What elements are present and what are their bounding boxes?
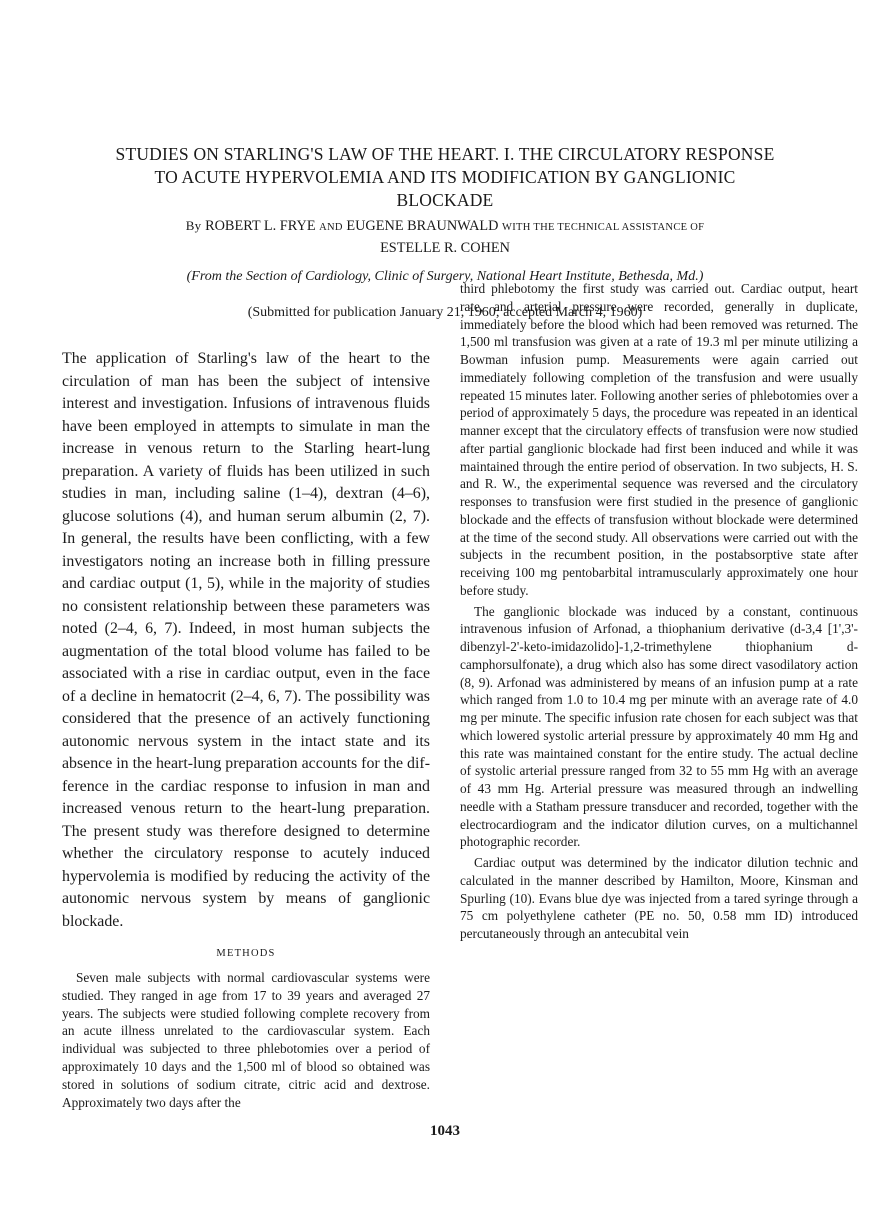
page-number: 1043 [430, 1123, 460, 1140]
left-column [62, 348, 430, 1111]
right-column [460, 280, 858, 1111]
byline-by: By [185, 218, 202, 233]
body-columns [0, 280, 890, 1111]
intro-text: The application of Starling's law of the heart to the circulation of man has been the subject of intensive interest and investigation. Infusions of intravenous fluids have been employed in attempts to simulate in man the increase in venous return to the Starling heart-lung preparation. A variety of fluids has been utilized in such studies in man, including saline (1–4), dextran (4–6), glucose solutions (4), and human serum albumin (2, 7). In general, the results have been conflicting, with a few investigators noting an increase both in filling pressure and cardiac output (1, 5), while in the majority of studies no consistent relationship between these parameters was noted (2–4, 6, 7). Indeed, in most human subjects the augmentation of the total blood volume has failed to be associated with a rise in cardiac output, even in the face of a decline in hematocrit (2–4, 6, 7). The possibility was considered that the presence of an actively functioning autonomic nervous system in the intact state and its absence in the heart-lung preparation accounts for the difference in the cardiac response to infusion in man and increased venous return to the heart-lung preparation. The present study was therefore designed to determine whether the circulatory response to acutely induced hypervolemia is modified by reducing the activity of the autonomic nervous system by means of ganglionic blockade. [62, 350, 430, 930]
author-2: EUGENE BRAUNWALD [346, 218, 499, 234]
byline-and: AND [319, 222, 343, 233]
methods-column-left [62, 969, 430, 1111]
submission-dates: (Submitted for publication January 21, 1960; accepted March 4, 1960) [247, 305, 643, 320]
methods-paragraph-continued: third phlebotomy the first study was carried out. Cardiac output, heart rate, and arterial pressure were recorded, generally in duplicate, immediately before the blood which had been removed was returned. The 1,500 ml transfusion was given at a rate of 19.3 ml per minute utilizing a Bowman infusion pump. Measurements were again carried out immediately following completion of the transfusion and were usually repeated 15 minutes later. Following another series of phlebotomies over a period of approximately 5 days, the procedure was repeated in an identical manner except that the circulatory effects of transfusion were now studied after partial ganglionic blockade had first been induced and while it was maintained through the entire period of observation. In two subjects, H. S. and R. W., the experimental sequence was reversed and the circulatory responses to transfusion were first studied in the presence of ganglionic blockade and the effects of transfusion without blockade were determined at the time of the second study. All observations were carried out with the subjects in the recumbent position, in the postabsorptive state after receiving 100 mg pentobarbital intramuscularly approximately one hour before study. [460, 281, 858, 598]
byline [95, 216, 795, 258]
methods-heading: METHODS [216, 948, 276, 959]
affiliation: (From the Section of Cardiology, Clinic of Surgery, National Heart Institute, Bethesda, Md.) [186, 269, 704, 284]
byline-assistance: WITH THE TECHNICAL ASSISTANCE OF [502, 222, 705, 233]
article-title: STUDIES ON STARLING'S LAW OF THE HEART. I. THE CIRCULATORY RESPONSE TO ACUTE HYPERVOLEMIA AND ITS MODIFICATION BY GANGLIONIC BLOCKADE [115, 144, 775, 210]
author-3: ESTELLE R. COHEN [380, 240, 510, 256]
methods-paragraph-blockade: The ganglionic blockade was induced by a constant, continuous intravenous infusion of Arfonad, a thiophanium derivative (d-3,4 [1',3'-dibenzyl-2'-keto-imidazolido]-1,2-trimethylene thiophanium d-camphorsulfonate), a drug which also has some direct vasodilatory action (8, 9). Arfonad was administered by means of an infusion pump at a rate which ranged from 1.0 to 10.4 mg per minute with an average rate of 4.0 mg per minute. The specific infusion rate chosen for each subject was that which lowered systolic arterial pressure by approximately 40 mm Hg and this rate was maintained constant for the entire study. The actual decline of systolic arterial pressure ranged from 32 to 55 mm Hg with an average of 43 mm Hg. Arterial pressure was measured through an indwelling needle with a Statham pressure transducer and recorded, together with the electrocardiogram and the indicator dilution curves, on a multichannel photographic recorder. [460, 603, 858, 850]
article-header [0, 0, 890, 322]
methods-paragraph-cardiac-output: Cardiac output was determined by the indicator dilution technic and calculated in the manner described by Hamilton, Moore, Kinsman and Spurling (10). Evans blue dye was injected from a tared syringe through a 75 cm polyethylene catheter (PE no. 50, 0.58 mm ID) introduced percutaneously through an antecubital vein [460, 855, 858, 941]
introduction-paragraph [62, 348, 430, 933]
methods-paragraph-1: Seven male subjects with normal cardiovascular systems were studied. They ranged in age from 17 to 39 years and averaged 27 years. The subjects were studied following complete recovery from an acute illness unrelated to the cardiovascular system. Each individual was subjected to three phlebotomies over a period of approximately 10 days and the 1,500 ml of blood so obtained was stored in solutions of sodium citrate, citric acid and dextrose. Approximately two days after the [62, 970, 430, 1110]
author-1: ROBERT L. FRYE [205, 218, 316, 234]
